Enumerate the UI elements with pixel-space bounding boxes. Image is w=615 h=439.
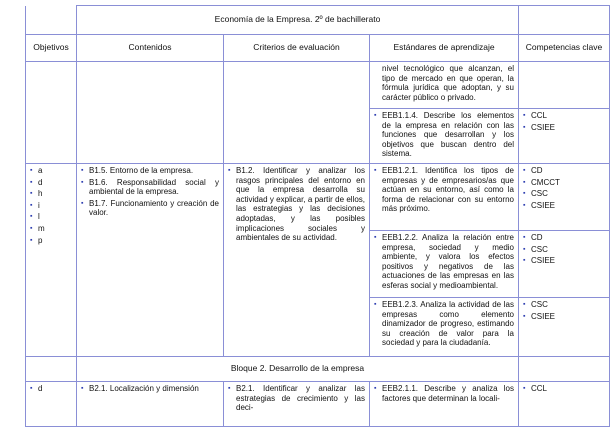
estandar-text: EEB2.1.1. Describe y analiza los factores que determinan la locali- [382,384,514,403]
competencias-cell [519,231,610,298]
estandar-cell [370,231,519,298]
criterio-text: B1.2. Identificar y analizar los rasgos principales del entorno en que la empresa desarrolla su actividad y explicar, a partir de ellos, las estrategias y las decisiones adoptadas, y las posibles implicaciones sociales y ambientales de su actividad. [236,166,365,243]
competencia-item: CMCCT [531,177,560,187]
estandar-cell [370,382,519,427]
bullet-icon: ▪ [30,178,33,186]
objetivo-item: p [38,235,43,245]
estandar-cell [370,109,519,164]
objetivo-item: l [38,212,40,222]
bullet-icon: ▪ [523,234,526,241]
bullet-icon: ▪ [81,385,84,392]
bullet-icon: ▪ [523,123,526,131]
bullet-icon: ▪ [30,167,33,174]
bullet-icon: ▪ [228,385,231,392]
bullet-icon: ▪ [30,201,33,209]
bullet-icon: ▪ [374,301,377,308]
block-header-spacer [26,357,77,382]
contenido-item: B2.1. Localización y dimensión [89,384,199,393]
block-header-row [26,357,610,382]
bullet-icon: ▪ [30,385,33,392]
table-title: Economía de la Empresa. 2º de bachillerato [77,6,519,35]
objetivos-cell [26,62,77,164]
competencia-item: CSIEE [531,200,556,210]
objetivo-item: h [38,189,43,199]
col-header-contenidos: Contenidos [77,35,224,62]
bullet-icon: ▪ [81,178,84,186]
estandar-text: EEB1.2.2. Analiza la relación entre empresa, sociedad y medio ambiente, y valora los efectos positivos y negativos de las actuaciones de las empresas en las esferas social y medioambiental. [382,233,514,290]
table-row [26,382,610,427]
bullet-icon: ▪ [374,112,377,119]
estandar-text: EEB1.1.4. Describe los elementos de la empresa en relación con las funciones que desarrollan y los objetivos que buscan dentro del sistema. [382,111,514,159]
competencia-item: CCL [531,111,548,120]
criterios-cell [224,164,370,357]
objetivo-item: a [38,166,43,175]
objetivo-item: d [38,177,43,187]
bullet-icon: ▪ [30,190,33,198]
objetivo-item: i [38,200,40,210]
table-row [26,62,610,109]
contenidos-cell [77,62,224,164]
contenidos-cell [77,382,224,427]
bullet-icon: ▪ [523,312,526,320]
competencias-cell [519,164,610,231]
competencia-item: CD [531,166,543,175]
bullet-icon: ▪ [523,112,526,119]
estandar-text: EEB1.2.1. Identifica los tipos de empresas y de empresarios/as que actúan en su entorno, así como la forma de relacionar con su entorno más próximo. [382,166,514,214]
bullet-icon: ▪ [523,201,526,209]
block-title: Bloque 2. Desarrollo de la empresa [77,357,519,382]
block-header-spacer-right [519,357,610,382]
competencia-item: CSIEE [531,311,556,321]
competencias-cell [519,382,610,427]
competencia-item: CSIEE [531,122,556,132]
col-header-estandares: Estándares de aprendizaje [370,35,519,62]
competencia-item: CSC [531,189,548,199]
bullet-icon: ▪ [81,167,84,174]
bullet-icon: ▪ [30,236,33,244]
competencias-cell [519,109,610,164]
estandar-cell [370,298,519,357]
col-header-competencias: Competencias clave [519,35,610,62]
col-header-objetivos: Objetivos [26,35,77,62]
bullet-icon: ▪ [523,245,526,253]
estandar-cell [370,62,519,109]
curriculum-table [25,5,610,427]
contenido-item: B1.6. Responsabilidad social y ambiental de la empresa. [89,177,219,197]
corner-cell-right [519,6,610,35]
column-header-row [26,35,610,62]
criterios-cell [224,62,370,164]
contenido-item: B1.5. Entorno de la empresa. [89,166,194,175]
estandar-cell [370,164,519,231]
bullet-icon: ▪ [523,301,526,308]
competencias-cell [519,62,610,109]
contenidos-cell [77,164,224,357]
competencia-item: CSIEE [531,256,556,266]
corner-cell [26,6,77,35]
bullet-icon: ▪ [523,385,526,392]
objetivos-cell [26,382,77,427]
estandar-text: EEB1.2.3. Analiza la actividad de las empresas como elemento dinamizador de progreso, estimando su creación de valor para la sociedad y para la ciudadanía. [382,300,514,348]
contenido-item: B1.7. Funcionamiento y creación de valor. [89,198,219,218]
bullet-icon: ▪ [523,190,526,198]
bullet-icon: ▪ [523,167,526,174]
competencia-item: CSC [531,300,548,309]
criterios-cell [224,382,370,427]
competencia-item: CD [531,233,543,242]
table-row [26,164,610,231]
objetivo-item: m [38,223,45,233]
bullet-icon: ▪ [228,167,231,174]
criterio-text: B2.1. Identificar y analizar las estrategias de crecimiento y las deci- [236,384,365,413]
objetivo-item: d [38,384,43,393]
bullet-icon: ▪ [374,167,377,174]
estandar-continuation-text: nivel tecnológico que alcanzan, el tipo de mercado en que operan, la fórmula jurídica que adoptan, y su carácter público o privado. [382,64,514,102]
objetivos-cell [26,164,77,357]
competencia-item: CSC [531,244,548,254]
bullet-icon: ▪ [374,385,377,392]
bullet-icon: ▪ [30,213,33,221]
bullet-icon: ▪ [81,199,84,207]
bullet-icon: ▪ [523,178,526,186]
competencias-cell [519,298,610,357]
competencia-item: CCL [531,384,548,393]
bullet-icon: ▪ [30,224,33,232]
bullet-icon: ▪ [523,257,526,265]
bullet-icon: ▪ [374,234,377,241]
col-header-criterios: Criterios de evaluación [224,35,370,62]
